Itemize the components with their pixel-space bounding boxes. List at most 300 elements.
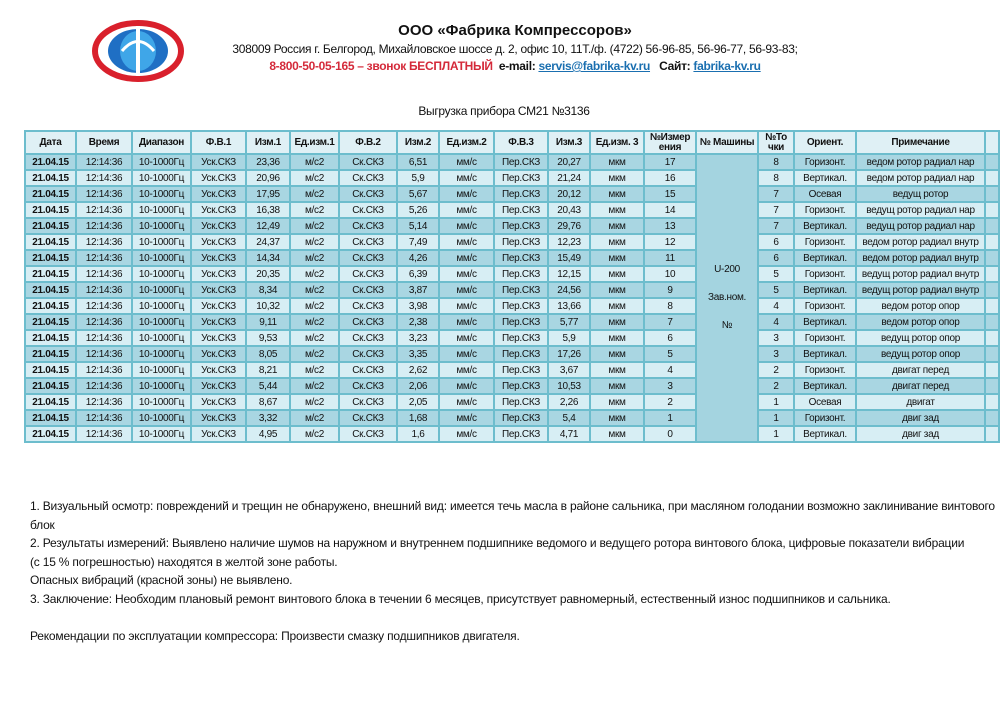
table-cell: 5,67 [397, 186, 439, 202]
table-cell: 20,43 [548, 202, 590, 218]
table-row [25, 346, 999, 362]
table-cell: мм/с [439, 266, 494, 282]
column-header: Примечание [856, 131, 985, 154]
table-cell: мм/с [439, 330, 494, 346]
table-cell: Уск.СКЗ [191, 170, 246, 186]
table-cell: Ск.СКЗ [339, 410, 397, 426]
table-cell: мкм [590, 266, 644, 282]
table-cell: 1 [644, 410, 696, 426]
table-cell [985, 186, 999, 202]
table-cell: 21.04.15 [25, 362, 76, 378]
machine-label: № [721, 320, 733, 331]
table-cell: 12:14:36 [76, 202, 132, 218]
company-name: ООО «Фабрика Компрессоров» [398, 22, 632, 39]
table-cell: 7 [644, 314, 696, 330]
table-cell: 3 [758, 346, 794, 362]
table-row [25, 330, 999, 346]
table-row [25, 426, 999, 442]
table-cell: мм/с [439, 346, 494, 362]
table-cell: м/с2 [290, 314, 339, 330]
table-cell: мм/с [439, 234, 494, 250]
table-cell: 3,23 [397, 330, 439, 346]
table-cell: 12:14:36 [76, 426, 132, 442]
table-row [25, 410, 999, 426]
table-cell: 10-1000Гц [132, 394, 191, 410]
table-cell: Горизонт. [794, 266, 856, 282]
table-cell: Вертикал. [794, 170, 856, 186]
note-line: 2. Результаты измерений: Выявлено наличие шумов на наружном и внутреннем подшипнике ведомого и ведущего ротора винтового блока, цифровые показатели вибрации [30, 536, 965, 550]
table-cell: 12:14:36 [76, 298, 132, 314]
note-line: (с 15 % погрешностью) находятся в желтой зоне работы. [30, 554, 338, 569]
table-row [25, 202, 999, 218]
note-line: 1. Визуальный осмотр: повреждений и трещин не обнаружено, внешний вид: имеется течь масла в районе сальника, при масляном голодании возможно заклинивание винтового блок [30, 499, 995, 532]
table-cell: 12,15 [548, 266, 590, 282]
table-row [25, 362, 999, 378]
table-cell [985, 298, 999, 314]
table-cell: 21.04.15 [25, 266, 76, 282]
note-line: Рекомендации по эксплуатации компрессора: Произвести смазку подшипников двигателя. [30, 628, 520, 643]
table-cell: мм/с [439, 314, 494, 330]
note-line [30, 608, 1008, 627]
table-cell: 12,23 [548, 234, 590, 250]
table-cell: 12:14:36 [76, 250, 132, 266]
table-cell: двигат перед [856, 378, 985, 394]
table-cell: 2,38 [397, 314, 439, 330]
table-cell [985, 266, 999, 282]
table-cell: 1 [758, 394, 794, 410]
table-cell: мм/с [439, 218, 494, 234]
table-cell: двиг зад [856, 426, 985, 442]
table-cell: мм/с [439, 426, 494, 442]
table-cell: 11 [644, 250, 696, 266]
table-cell: 10-1000Гц [132, 154, 191, 170]
table-cell: мм/с [439, 410, 494, 426]
table-cell: 9 [644, 282, 696, 298]
table-cell: Уск.СКЗ [191, 426, 246, 442]
table-cell: 12:14:36 [76, 410, 132, 426]
table-cell: 3,35 [397, 346, 439, 362]
table-cell: 10-1000Гц [132, 218, 191, 234]
table-cell: Осевая [794, 394, 856, 410]
table-cell: 16,38 [246, 202, 290, 218]
table-cell: 10 [644, 266, 696, 282]
table-cell: Ск.СКЗ [339, 202, 397, 218]
machine-cell [696, 154, 758, 442]
table-cell: двиг зад [856, 410, 985, 426]
table-cell: двигат [856, 394, 985, 410]
table-cell [985, 218, 999, 234]
column-header: Ед.изм. 3 [590, 131, 644, 154]
table-cell: 29,76 [548, 218, 590, 234]
table-cell: 8,05 [246, 346, 290, 362]
table-cell: 7 [758, 218, 794, 234]
table-cell: двигат перед [856, 362, 985, 378]
table-cell: Ск.СКЗ [339, 234, 397, 250]
table-cell: мкм [590, 362, 644, 378]
table-cell: 10-1000Гц [132, 202, 191, 218]
column-header: Время [76, 131, 132, 154]
table-cell: 2,26 [548, 394, 590, 410]
table-cell: Пер.СКЗ [494, 394, 548, 410]
table-cell: Уск.СКЗ [191, 154, 246, 170]
table-cell: м/с2 [290, 186, 339, 202]
table-cell: Пер.СКЗ [494, 218, 548, 234]
table-cell: мм/с [439, 154, 494, 170]
table-cell: 17,26 [548, 346, 590, 362]
table-cell: 2,05 [397, 394, 439, 410]
table-cell: мм/с [439, 394, 494, 410]
table-cell: м/с2 [290, 362, 339, 378]
table-cell: 4 [758, 298, 794, 314]
phone: 8-800-50-05-165 – звонок БЕСПЛАТНЫЙ [269, 59, 493, 73]
note-line: 3. Заключение: Необходим плановый ремонт винтового блока в течении 6 месяцев, присутствует равномерный, естественный износ подшипников и сальника. [30, 591, 891, 606]
column-header: Ориент. [794, 131, 856, 154]
column-header: Ф.В.1 [191, 131, 246, 154]
column-header: Ф.В.3 [494, 131, 548, 154]
table-cell: 12:14:36 [76, 378, 132, 394]
table-cell: 5 [758, 266, 794, 282]
table-cell: Пер.СКЗ [494, 314, 548, 330]
column-header: Ед.изм.2 [439, 131, 494, 154]
table-cell: 12:14:36 [76, 282, 132, 298]
table-cell: 8 [758, 154, 794, 170]
table-cell: 20,35 [246, 266, 290, 282]
table-cell: мкм [590, 298, 644, 314]
table-cell: Горизонт. [794, 362, 856, 378]
table-cell: Ск.СКЗ [339, 298, 397, 314]
table-row [25, 250, 999, 266]
table-cell [985, 378, 999, 394]
table-cell: 8 [644, 298, 696, 314]
column-header: №То чки [758, 131, 794, 154]
table-cell: м/с2 [290, 170, 339, 186]
table-cell: 15 [644, 186, 696, 202]
table-cell: мкм [590, 394, 644, 410]
table-cell: 7,49 [397, 234, 439, 250]
table-cell: Горизонт. [794, 330, 856, 346]
table-cell: Пер.СКЗ [494, 250, 548, 266]
table-cell: 21.04.15 [25, 186, 76, 202]
table-cell: Пер.СКЗ [494, 170, 548, 186]
table-cell: Ск.СКЗ [339, 378, 397, 394]
table-cell: Пер.СКЗ [494, 234, 548, 250]
table-cell: 21.04.15 [25, 410, 76, 426]
table-cell: Уск.СКЗ [191, 362, 246, 378]
notes [30, 497, 1008, 645]
column-header: Изм.1 [246, 131, 290, 154]
table-cell: 2,62 [397, 362, 439, 378]
table-cell: 21.04.15 [25, 394, 76, 410]
table-cell: 10-1000Гц [132, 346, 191, 362]
table-cell: 21.04.15 [25, 282, 76, 298]
table-cell: м/с2 [290, 330, 339, 346]
table-cell: мкм [590, 218, 644, 234]
table-cell: мм/с [439, 202, 494, 218]
table-cell: мкм [590, 186, 644, 202]
table-cell [985, 346, 999, 362]
table-cell: Горизонт. [794, 202, 856, 218]
table-cell: 4 [758, 314, 794, 330]
table-cell: 12:14:36 [76, 218, 132, 234]
table-cell: 2 [758, 378, 794, 394]
table-cell: 12:14:36 [76, 362, 132, 378]
table-cell: 13,66 [548, 298, 590, 314]
table-cell: ведом ротор опор [856, 314, 985, 330]
table-cell: 1 [758, 410, 794, 426]
table-cell: мм/с [439, 378, 494, 394]
table-cell: 21.04.15 [25, 346, 76, 362]
table-cell: 5,26 [397, 202, 439, 218]
table-cell: Пер.СКЗ [494, 330, 548, 346]
table-cell: ведущ ротор радиал нар [856, 218, 985, 234]
table-cell: 10,32 [246, 298, 290, 314]
table-cell [985, 330, 999, 346]
table-cell: 10-1000Гц [132, 362, 191, 378]
table-cell: м/с2 [290, 394, 339, 410]
table-cell: Уск.СКЗ [191, 394, 246, 410]
table-cell: Пер.СКЗ [494, 154, 548, 170]
table-cell: Вертикал. [794, 346, 856, 362]
table-cell: Ск.СКЗ [339, 170, 397, 186]
table-cell: мм/с [439, 298, 494, 314]
table-row [25, 282, 999, 298]
table-cell: 10-1000Гц [132, 282, 191, 298]
table-cell: Пер.СКЗ [494, 346, 548, 362]
table-cell: мм/с [439, 362, 494, 378]
table-cell: мкм [590, 202, 644, 218]
table-cell: 10-1000Гц [132, 314, 191, 330]
table-cell: ведом ротор радиал нар [856, 170, 985, 186]
column-header: Диапазон [132, 131, 191, 154]
table-cell: Уск.СКЗ [191, 250, 246, 266]
table-cell: мкм [590, 170, 644, 186]
table-cell: м/с2 [290, 282, 339, 298]
table-cell [985, 426, 999, 442]
table-cell: Вертикал. [794, 426, 856, 442]
table-cell: м/с2 [290, 202, 339, 218]
table-cell: 12:14:36 [76, 154, 132, 170]
table-cell: м/с2 [290, 234, 339, 250]
table-cell: мм/с [439, 250, 494, 266]
table-cell: 20,96 [246, 170, 290, 186]
table-cell: 21.04.15 [25, 170, 76, 186]
table-cell: м/с2 [290, 250, 339, 266]
table-cell: 21.04.15 [25, 250, 76, 266]
column-header: Дата [25, 131, 76, 154]
column-header: Изм.2 [397, 131, 439, 154]
table-cell: 23,36 [246, 154, 290, 170]
table-cell: 21.04.15 [25, 378, 76, 394]
table-cell: Пер.СКЗ [494, 410, 548, 426]
table-cell: 7 [758, 186, 794, 202]
column-header [985, 131, 999, 154]
table-cell: Горизонт. [794, 154, 856, 170]
table-cell: мкм [590, 426, 644, 442]
company-logo [92, 20, 184, 82]
table-cell: 3,87 [397, 282, 439, 298]
table-cell: Пер.СКЗ [494, 426, 548, 442]
table-cell: мкм [590, 330, 644, 346]
table-cell: мкм [590, 346, 644, 362]
table-cell: м/с2 [290, 266, 339, 282]
table-cell: м/с2 [290, 426, 339, 442]
email-label: e-mail: [498, 59, 536, 73]
table-cell: 10-1000Гц [132, 170, 191, 186]
table-cell: Пер.СКЗ [494, 186, 548, 202]
table-cell: 4 [644, 362, 696, 378]
table-cell: мм/с [439, 186, 494, 202]
table-cell [985, 410, 999, 426]
table-cell: 3,32 [246, 410, 290, 426]
table-cell: Пер.СКЗ [494, 362, 548, 378]
table-cell: 13 [644, 218, 696, 234]
table-cell: 10,53 [548, 378, 590, 394]
table-cell: 9,11 [246, 314, 290, 330]
table-cell: 15,49 [548, 250, 590, 266]
table-cell: 24,37 [246, 234, 290, 250]
table-cell: 3,67 [548, 362, 590, 378]
table-cell: м/с2 [290, 378, 339, 394]
table-row [25, 218, 999, 234]
table-cell: Уск.СКЗ [191, 378, 246, 394]
table-cell: 10-1000Гц [132, 426, 191, 442]
table-cell: 21.04.15 [25, 154, 76, 170]
table-cell: 4,26 [397, 250, 439, 266]
table-cell: 20,12 [548, 186, 590, 202]
measurements-table [24, 130, 1000, 443]
table-cell [985, 282, 999, 298]
note-line: Опасных вибраций (красной зоны) не выявлено. [30, 573, 293, 587]
table-cell: 3,98 [397, 298, 439, 314]
table-cell: 10-1000Гц [132, 186, 191, 202]
table-cell: 10-1000Гц [132, 298, 191, 314]
table-cell: Вертикал. [794, 218, 856, 234]
table-cell: Уск.СКЗ [191, 410, 246, 426]
table-cell: 5,77 [548, 314, 590, 330]
table-cell [985, 202, 999, 218]
table-cell: 8,21 [246, 362, 290, 378]
table-row [25, 314, 999, 330]
table-cell: мкм [590, 378, 644, 394]
table-row [25, 298, 999, 314]
table-cell: 6,39 [397, 266, 439, 282]
table-cell: мкм [590, 250, 644, 266]
table-cell: 10-1000Гц [132, 378, 191, 394]
table-cell: 10-1000Гц [132, 410, 191, 426]
table-cell: 10-1000Гц [132, 250, 191, 266]
table-cell: ведом ротор радиал нар [856, 154, 985, 170]
table-cell: Уск.СКЗ [191, 282, 246, 298]
table-cell: 21.04.15 [25, 298, 76, 314]
table-cell: Ск.СКЗ [339, 186, 397, 202]
table-cell [985, 234, 999, 250]
table-cell: 14,34 [246, 250, 290, 266]
table-cell: мкм [590, 410, 644, 426]
column-header: Изм.3 [548, 131, 590, 154]
table-cell: Ск.СКЗ [339, 282, 397, 298]
table-cell [985, 314, 999, 330]
table-cell: 21.04.15 [25, 202, 76, 218]
table-cell: Ск.СКЗ [339, 218, 397, 234]
table-cell: ведущ ротор [856, 186, 985, 202]
table-cell: 6,51 [397, 154, 439, 170]
table-cell: Уск.СКЗ [191, 234, 246, 250]
table-cell: 12:14:36 [76, 330, 132, 346]
table-cell: мкм [590, 234, 644, 250]
table-cell: 21.04.15 [25, 314, 76, 330]
table-cell: Пер.СКЗ [494, 378, 548, 394]
table-cell: ведом ротор опор [856, 298, 985, 314]
table-cell: 10-1000Гц [132, 234, 191, 250]
table-cell: 4,71 [548, 426, 590, 442]
table-cell: 21.04.15 [25, 234, 76, 250]
table-cell: 2 [758, 362, 794, 378]
table-cell: 5,4 [548, 410, 590, 426]
table-cell: мм/с [439, 282, 494, 298]
table-cell: Пер.СКЗ [494, 282, 548, 298]
site-label: Сайт: [659, 59, 691, 73]
table-row [25, 186, 999, 202]
table-cell: м/с2 [290, 346, 339, 362]
table-cell: 8,67 [246, 394, 290, 410]
table-cell: 17 [644, 154, 696, 170]
table-cell: Вертикал. [794, 378, 856, 394]
table-cell: Ск.СКЗ [339, 362, 397, 378]
column-header: № Машины [696, 131, 758, 154]
table-cell: 6 [644, 330, 696, 346]
table-cell: Пер.СКЗ [494, 202, 548, 218]
table-cell: Горизонт. [794, 234, 856, 250]
contacts [230, 59, 800, 73]
table-cell: 21.04.15 [25, 426, 76, 442]
email-link[interactable]: servis@fabrika-kv.ru [538, 59, 651, 73]
table-cell: 4,95 [246, 426, 290, 442]
table-cell: 8 [758, 170, 794, 186]
table-cell: Уск.СКЗ [191, 186, 246, 202]
table-cell: 3 [758, 330, 794, 346]
table-cell: 0 [644, 426, 696, 442]
table-cell: 5 [644, 346, 696, 362]
table-cell: мм/с [439, 170, 494, 186]
table-cell: 12:14:36 [76, 314, 132, 330]
table-cell: 21.04.15 [25, 218, 76, 234]
table-cell: мкм [590, 154, 644, 170]
table-cell [985, 154, 999, 170]
table-row [25, 170, 999, 186]
table-cell: Вертикал. [794, 282, 856, 298]
table-cell: Ск.СКЗ [339, 266, 397, 282]
column-header: Ф.В.2 [339, 131, 397, 154]
table-cell: 2 [644, 394, 696, 410]
table-cell [985, 170, 999, 186]
table-cell: 1,68 [397, 410, 439, 426]
table-cell: ведущ ротор опор [856, 346, 985, 362]
table-cell: 1,6 [397, 426, 439, 442]
table-cell: 17,95 [246, 186, 290, 202]
table-cell: Уск.СКЗ [191, 202, 246, 218]
table-cell: 5,9 [397, 170, 439, 186]
table-cell: мкм [590, 282, 644, 298]
table-cell: 5,44 [246, 378, 290, 394]
table-cell: Ск.СКЗ [339, 314, 397, 330]
table-cell: ведом ротор радиал внутр [856, 234, 985, 250]
column-header: Ед.изм.1 [290, 131, 339, 154]
table-cell: 6 [758, 250, 794, 266]
site-link[interactable]: fabrika-kv.ru [693, 59, 761, 73]
table-cell: ведом ротор радиал внутр [856, 250, 985, 266]
table-cell: 1 [758, 426, 794, 442]
table-cell: Уск.СКЗ [191, 346, 246, 362]
